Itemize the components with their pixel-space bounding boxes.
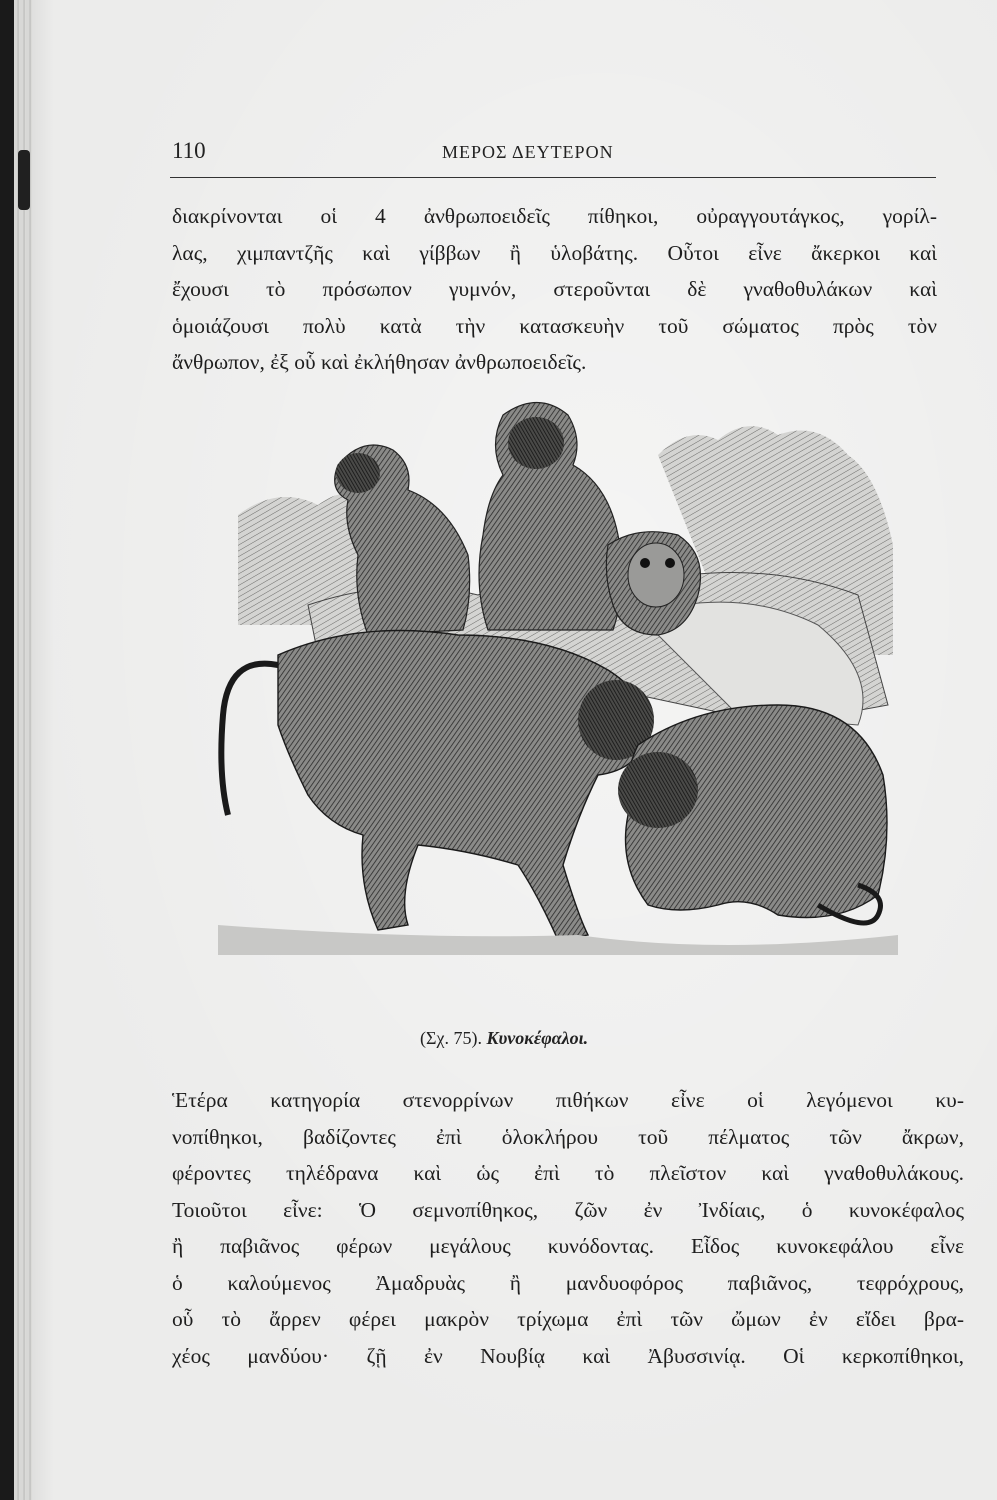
text-line: Τοιοῦτοι εἶνε: Ὁ σεμνοπίθηκος, ζῶν ἐν Ἰνδίαις, ὁ κυνοκέφαλος [172,1197,964,1222]
crouching-baboon-head [618,752,698,828]
paragraph-anthropoids [172,198,937,381]
baboon-illustration [218,395,898,955]
walking-baboon-tail [221,664,278,815]
baboon-engraving [218,395,898,955]
figure-caption [420,1028,588,1049]
header-rule [170,177,936,178]
text-line: νοπίθηκοι, βαδίζοντες ἐπὶ ὁλοκλήρου τοῦ πέλματος τῶν ἄκρων, [172,1124,964,1149]
page-header [172,132,932,172]
text-line: ἢ παβιᾶνος φέρων μεγάλους κυνόδοντας. Εἶδος κυνοκεφάλου εἶνε [172,1234,964,1258]
caption-label: (Σχ. 75). [420,1028,482,1048]
text-line: φέροντες τηλέδρανα καὶ ὡς ἐπὶ τὸ πλεῖστον καὶ γναθοθυλάκους. [172,1161,964,1185]
caption-title: Κυνοκέφαλοι. [486,1028,589,1048]
paragraph-cynopithecines [172,1082,964,1374]
page-number: 110 [172,138,206,163]
text-line: ἄνθρωπον, ἐξ οὗ καὶ ἐκλήθησαν ἀνθρωποειδεῖς. [172,350,587,374]
text-line: ὁ καλούμενος Ἀμαδρυὰς ἢ μανδυοφόρος παβιᾶνος, τεφρόχρους, [172,1270,964,1295]
text-line: Ἑτέρα κατηγορία στενορρίνων πιθήκων εἶνε οἱ λεγόμενοι κυ- [172,1088,964,1112]
text-line: λας, χιμπαντζῆς καὶ γίββων ἢ ὑλοβάτης. Οὗτοι εἶνε ἄκερκοι καὶ [172,240,937,265]
seated-monkey-middle-head [508,417,564,469]
page-edge-stack [14,0,32,1500]
text-line: οὗ τὸ ἄρρεν φέρει μακρὸν τρίχωμα ἐπὶ τῶν ὤμων ἐν εἴδει βρα- [172,1307,964,1331]
binding-mark [18,150,30,210]
seated-monkey-left-head [336,453,380,493]
text-line: ἔχουσι τὸ πρόσωπον γυμνόν, στεροῦνται δὲ γναθοθυλάκων καὶ [172,277,937,301]
walking-baboon [278,631,648,941]
text-line: ὁμοιάζουσι πολὺ κατὰ τὴν κατασκευὴν τοῦ σώματος πρὸς τὸν [172,313,937,338]
peeking-monkey-face [628,543,684,607]
text-line: διακρίνονται οἱ 4 ἀνθρωποειδεῖς πίθηκοι, οὐραγγουτάγκος, γορίλ- [172,204,937,228]
text-line: χέος μανδύου· ζῇ ἐν Νουβίᾳ καὶ Ἀβυσσινίᾳ. Οἱ κερκοπίθηκοι, [172,1343,964,1368]
running-head: ΜΕΡΟΣ ΔΕΥΤΕΡΟΝ [442,142,614,162]
